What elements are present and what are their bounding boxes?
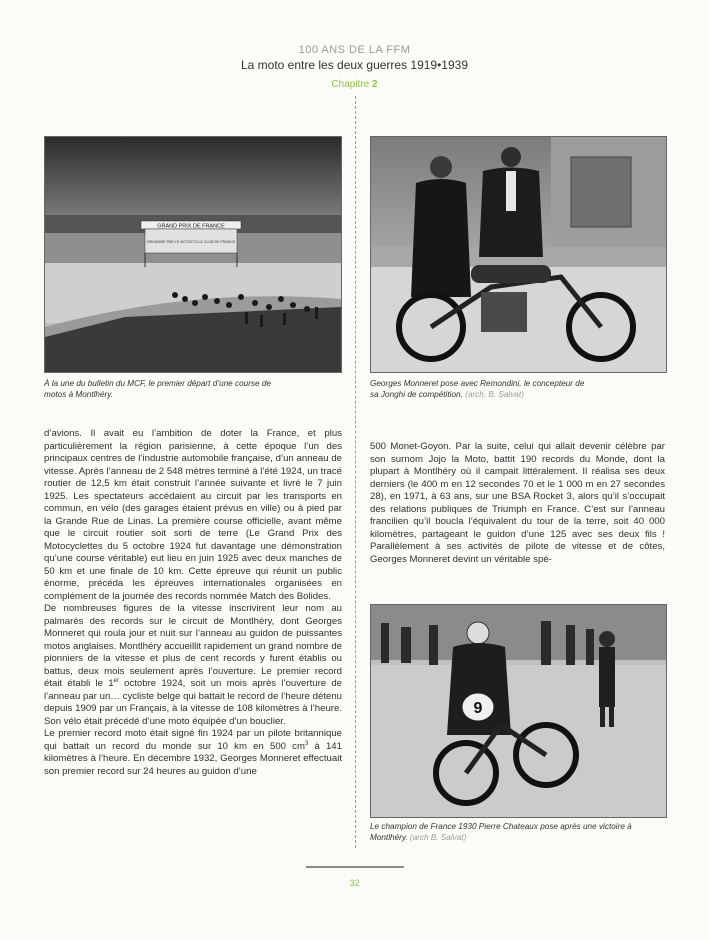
superscript: er [113,677,119,684]
organizer-sign: ORGANISÉ PAR LE MOTOCYCLE CLUB DE FRANCE [146,240,236,244]
paragraph-text: à 141 kilomètres à l’heure. En décembre 1932, Georges Monneret effectuait son premier record sur 24 heures au guidon d’une [44,740,342,777]
chapter-number: 2 [372,79,378,90]
photo-caption-1 [44,379,274,400]
paragraph [44,603,342,728]
caption-credit: (arch. B. Salvat) [465,389,524,399]
chapter-word: Chapitre [331,79,370,90]
right-text-column [370,441,665,566]
grand-prix-sign: GRAND PRIX DE FRANCE [157,223,225,230]
paragraph-text: octobre 1924, soit un mois après l’ouverture de l’anneau par un… cycliste belge qui battait le record de l’heure détenu depuis 1909 par un Français, à la vitesse de 108 kilomètres à l’heure. Son vélo était précédé d’une moto équipée d’un bouclier. [44,678,342,727]
photo-caption-2 [370,379,590,400]
paragraph [44,728,342,778]
left-text-column [44,428,342,778]
header-series: 100 ANS DE LA FFM [298,44,411,56]
footer-rule [306,866,404,868]
caption-text: À la une du bulletin du MCF, le premier départ d’une course de motos à Montlhéry. [44,379,271,399]
superscript: 3 [304,740,309,747]
caption-text: Le champion de France 1930 Pierre Chateaux pose après une victoire à Montlhéry. [370,822,632,842]
photo-caption-3 [370,822,640,843]
chapter-label [0,79,709,90]
column-divider [355,96,356,848]
page-number: 32 [349,878,360,888]
caption-credit: (arch B. Salvat) [409,832,467,842]
photo-grand-prix-start [44,136,342,373]
caption-text: Georges Monneret pose avec Remondini, le concepteur de sa Jonghi de compétition. [370,379,585,399]
photo-monneret-remondini [370,136,667,373]
rider-number: 9 [473,700,483,717]
paragraph-text: Le premier record moto était signé fin 1924 par un pilote britannique qui battait un record du monde sur 10 km en 500 cm [44,728,342,752]
photo-pierre-chateaux [370,604,667,818]
paragraph-text: De nombreuses figures de la vitesse inscrivirent leur nom au palmarès des records sur le circuit de Montlhéry, dont Georges Monneret qui roula jour et nuit sur l’anneau au guidon de puissantes motos anglaises. Montlhéry accueillit rapidement un grand nombre de pionniers de la vitesse et plus de cent records y furent établis ou battus, deux mois seulement après l’ouverture. Le premier record était établi le 1 [44,603,342,689]
paragraph: d’avions. Il avait eu l’ambition de doter la France, et plus particulièrement la région parisienne, à cette époque l’un des principaux centres de l’industrie automobile française, d’un anneau de vitesse. Après l’anneau de 2 548 mètres terminé à l’été 1924, un tracé routier de 12,5 km était construit l’année suivante et livré le 7 juin 1925. Les spectateurs accédaient au circuit par les transports en commun, en vélo (des garages étaient prévus en ville) ou à pied par la Grande Rue de Linas. La première course officielle, avant même que le circuit routier soit sorti de terre (Le Grand Prix des Motocyclettes du 5 octobre 1924 fut davantage une démonstration qu’une course véritable) eut lieu en juin 1925 avec deux manches de 50 km et une finale de 10 km. Cette épreuve qui réunit un public énorme, précéda les épreuves internationales organisées en complément de la journée des records nommée Match des Bolides. [44,428,342,602]
header-title: La moto entre les deux guerres 1919•1939 [240,58,469,72]
paragraph: 500 Monet-Goyon. Par la suite, celui qui allait devenir célèbre par son surnom Jojo la Moto, battit 190 records du Monde, dont la plupart à Montlhéry où il campait littéralement. Il réalisa ses deux derniers (le 400 m en 12 secondes 70 et le 1 000 m en 27 secondes 28), en 1971, à 63 ans, sur une BSA Rocket 3, alors qu’il s’occupait des relations publiques de Triumph en France. C’est sur l’anneau francilien qu’il boucla l’équivalent du tour de la terre, soit 40 000 kilomètres, partageant le guidon d’une 125 avec ses deux fils ! Parallèlement à ses activités de pilote de vitesse et de côtes, Georges Monneret devint un véritable spé- [370,441,665,565]
